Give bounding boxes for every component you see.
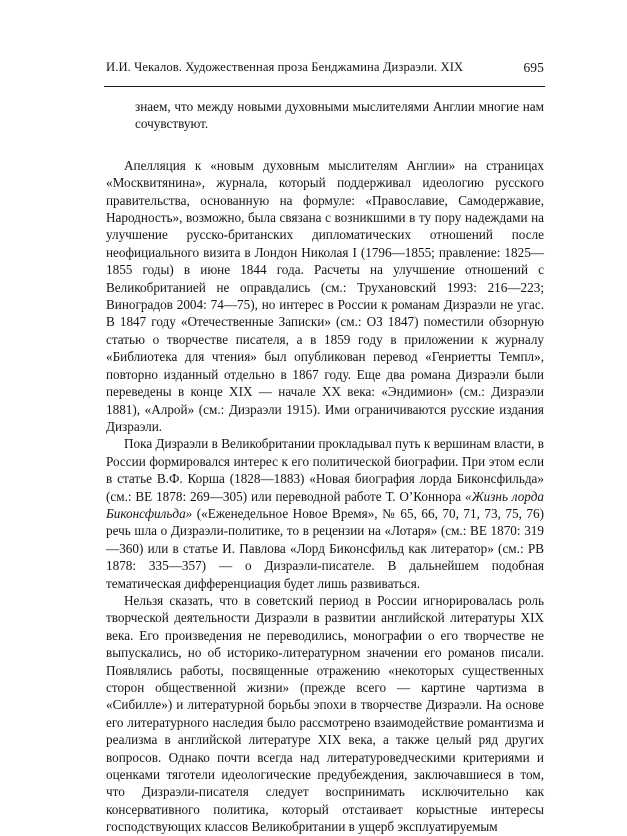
paragraph-2-text-b: («Еженедельное Новое Время», № 65, 66, 70, 71, 73, 75, 76) речь шла о Дизраэли-политике, то в рецензии на «Лотаря» (см.: ВЕ 1870: 319—360) или в статье И. Павлова «Лорд Биконсфильд как литератор» (см.: РВ 1878: 335—357) — о Дизраэли-писателе. В дальнейшем подобная тематическая дифференциация будет лишь развиваться.	[106, 505, 544, 591]
paragraph-3-text: Нельзя сказать, что в советский период в России игнорировалась роль творческой деятельности Дизраэли в развитии английской литературы XIX века. Его произведения не переводились, монографии о его творчестве не выпускались, но об историко-литературном значении его романов писали. Появлялись работы, посвященные отражению «некоторых существенных сторон общественной жизни» (прежде всего — картине чартизма в «Сибилле») и литературной борьбы эпохи в творчестве Дизраэли. На основе его литературного наследия было рассмотрено взаимодействие романтизма и реализма в английской литературе XIX века, а также целый ряд других вопросов. Однако почти всегда над литературоведческими критериями и оценками тяготели идеологические предубеждения, заключавшиеся в том, что Дизраэли-писателя следует воспринимать исключительно как консервативного политика, который отстаивает корыстные интересы господствующих классов Великобритании в ущерб эксплуатируемым	[106, 592, 544, 835]
paragraph-1-text: Апелляция к «новым духовным мыслителям Англии» на страницах «Москвитянина», журнала, который поддерживал идеологию русского правительства, основанную на формуле: «Православие, Самодержавие, Народность», возможно, была связана с возникшими в ту пору надеждами на улучшение русско-британских дипломатических отношений после неофициального визита в Лондон Николая I (1796—1855; правление: 1825—1855 годы) в июне 1844 года. Расчеты на улучшение отношений с Великобританией не оправдались (см.: Трухановский 1993: 216—223; Виноградов 2004: 74—75), но интерес в России к романам Дизраэли не угас. В 1847 году «Отечественные Записки» (см.: ОЗ 1847) поместили обзорную статью о творчестве писателя, а в 1859 году в приложении к журналу «Библиотека для чтения» был опубликован перевод «Генриетты Темпл», повторно изданный отдельно в 1867 году. Еще два романа Дизраэли были переведены в конце XIX — начале XX века: «Эндимион» (см.: Дизраэли 1881), «Алрой» (см.: Дизраэли 1915). Ими ограничиваются русские издания Дизраэли.	[106, 157, 544, 434]
paragraph-1	[106, 157, 544, 436]
page-number: 695	[523, 60, 544, 75]
paragraph-2	[106, 435, 544, 592]
page-body	[106, 98, 544, 836]
paragraph-2-italic-title: «Жизнь лорда Биконсфильда»	[106, 488, 544, 521]
paragraph-2-text-a: Пока Дизраэли в Великобритании прокладывал путь к вершинам власти, в России формировался интерес к его политической биографии. При этом если в статье В.Ф. Корша (1828—1883) «Новая биография лорда Биконсфильда» (см.: ВЕ 1878: 269—305) или переводной работе Т. О’Коннора	[106, 436, 544, 504]
paragraph-3	[106, 592, 544, 836]
block-quote: знаем, что между новыми духовными мыслителями Англии многие нам сочувствуют.	[135, 99, 544, 132]
running-title: И.И. Чекалов. Художественная проза Бенджамина Дизраэли. XIX	[106, 60, 464, 74]
running-header	[106, 60, 544, 82]
header-rule	[104, 86, 545, 87]
